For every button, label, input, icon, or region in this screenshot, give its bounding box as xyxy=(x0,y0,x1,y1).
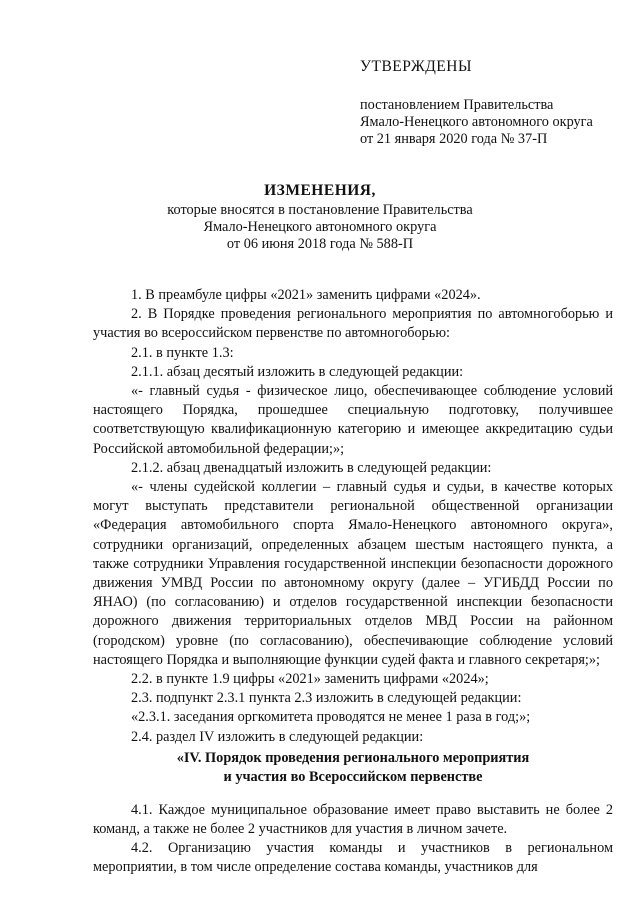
approval-title: УТВЕРЖДЕНЫ xyxy=(360,58,472,75)
section-heading-line: и участия во Всероссийском первенстве xyxy=(223,768,483,785)
section-heading-line: «IV. Порядок проведения регионального мероприятия xyxy=(176,749,530,766)
paragraph: 2.2. в пункте 1.9 цифры «2021» заменить цифрами «2024»; xyxy=(131,671,489,688)
paragraph: 2.4. раздел IV изложить в следующей редакции: xyxy=(131,728,424,745)
paragraph: 2.1.1. абзац десятый изложить в следующей редакции: xyxy=(131,363,464,380)
paragraph: 2.1.2. абзац двенадцатый изложить в следующей редакции: xyxy=(131,459,492,476)
paragraph: 4.2. Организацию участия команды и участников в региональном мероприятии, в том числе определение состава команды, участников для xyxy=(93,840,613,876)
paragraph: «2.3.1. заседания оргкомитета проводятся не менее 1 раза в год;»; xyxy=(131,709,531,726)
approval-block xyxy=(360,97,593,148)
section-heading xyxy=(93,749,613,787)
document-title: ИЗМЕНЕНИЯ, xyxy=(264,182,376,199)
document-subtitle xyxy=(0,202,640,253)
paragraph: «- члены судейской коллегии – главный судья и судьи, в качестве которых могут выступать представители региональной общественной организации «Федерация автомобильного спорта Ямало-Ненецкого автономного округа», сотрудники организаций, определенных абзацем шестым настоящего пункта, а также сотрудники Управления государственной инспекции безопасности дорожного движения УМВД России по автономному округу (далее – УГИБДД России по ЯНАО) (по согласованию) и отделов государственной инспекции безопасности дорожного движения территориальных отделов МВД России на районном (городском) уровне (по согласованию), обеспечивающие соблюдение условий настоящего Порядка и выполняющие функции судей факта и главного секретаря;»; xyxy=(93,479,613,668)
document-body xyxy=(93,286,613,878)
approval-line: от 21 января 2020 года № 37-П xyxy=(360,131,548,147)
subtitle-line: Ямало-Ненецкого автономного округа xyxy=(203,219,437,235)
subtitle-line: от 06 июня 2018 года № 588-П xyxy=(226,236,414,252)
paragraph: 1. В преамбуле цифры «2021» заменить цифрами «2024». xyxy=(131,287,481,303)
approval-line: Ямало-Ненецкого автономного округа xyxy=(360,114,593,130)
paragraph: 2.3. подпункт 2.3.1 пункта 2.3 изложить в следующей редакции: xyxy=(131,690,522,707)
paragraph: 2. В Порядке проведения регионального мероприятия по автомногоборью и участия во всероссийском первенстве по автомногоборью: xyxy=(93,306,613,342)
subtitle-line: которые вносятся в постановление Правительства xyxy=(167,202,473,218)
paragraph: 2.1. в пункте 1.3: xyxy=(131,344,234,361)
paragraph: «- главный судья - физическое лицо, обеспечивающее соблюдение условий настоящего Порядка, прошедшее специальную подготовку, получившее соответствующую квалификационную категорию и имеющее аккредитацию судьи Российской автомобильной федерации;»; xyxy=(93,383,613,457)
paragraph: 4.1. Каждое муниципальное образование имеет право выставить не более 2 команд, а также не более 2 участников для участия в личном зачете. xyxy=(93,801,613,838)
approval-line: постановлением Правительства xyxy=(360,97,554,113)
